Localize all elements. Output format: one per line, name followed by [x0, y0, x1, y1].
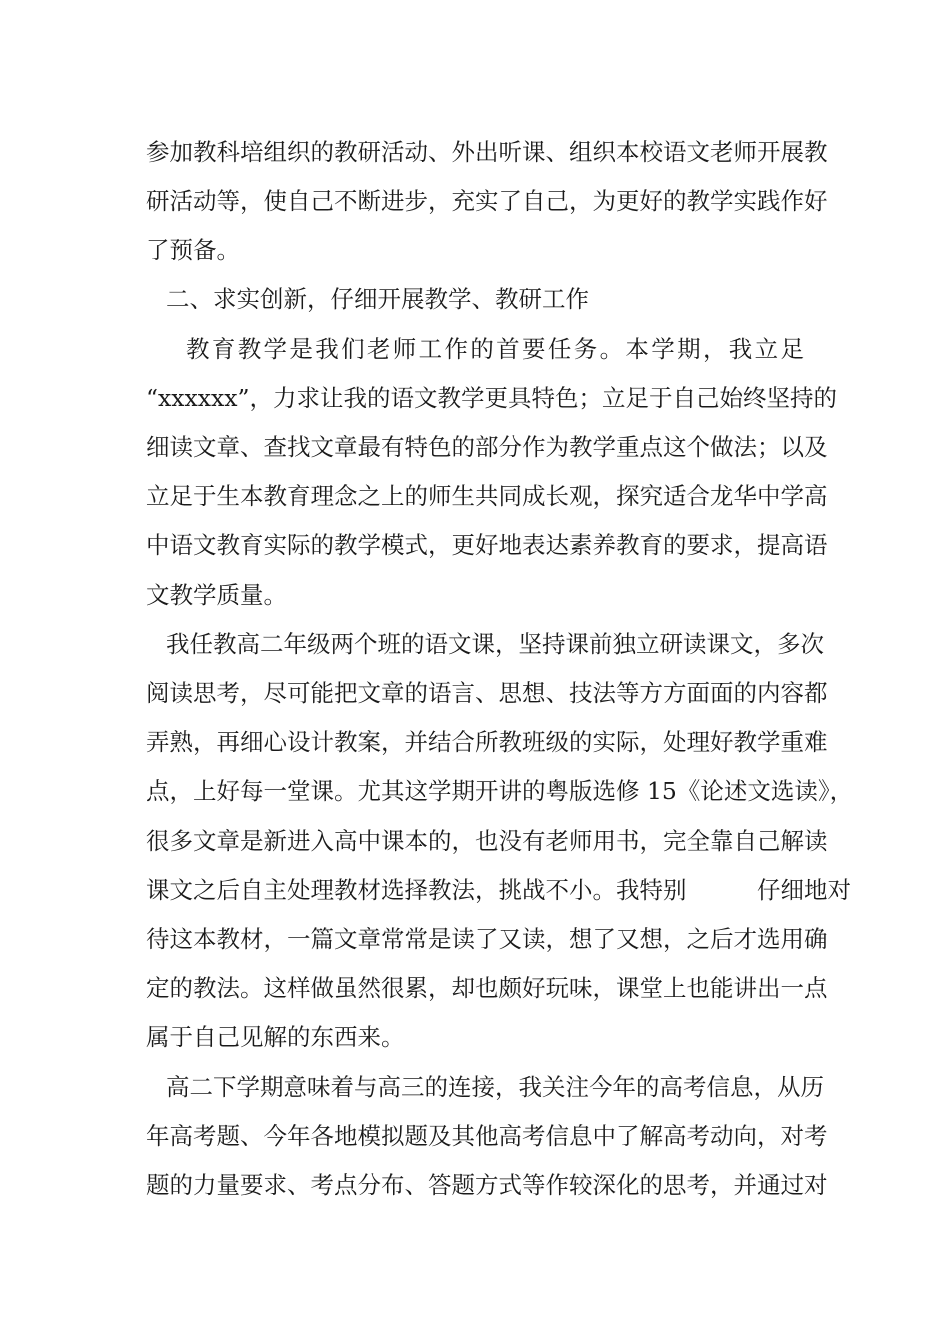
text-line: 很多文章是新进入高中课本的，也没有老师用书，完全靠自己解读	[146, 827, 828, 855]
text-line: 阅读思考，尽可能把文章的语言、思想、技法等方方面面的内容都	[146, 679, 828, 707]
text-line: 属于自己见解的东西来。	[146, 1023, 405, 1051]
section-heading: 二、求实创新，仔细开展教学、教研工作	[166, 285, 589, 313]
text-line: 细读文章、查找文章最有特色的部分作为教学重点这个做法；以及	[146, 433, 828, 461]
text-line: 中语文教育实际的教学模式，更好地表达素养教育的要求，提高语	[146, 531, 828, 559]
text-line: 立足于生本教育理念之上的师生共同成长观，探究适合龙华中学高	[146, 482, 828, 510]
text-line: 定的教法。这样做虽然很累，却也颇好玩味，课堂上也能讲出一点	[146, 974, 828, 1002]
text-line: 年高考题、今年各地模拟题及其他高考信息中了解高考动向，对考	[146, 1122, 828, 1150]
text-line: 课文之后自主处理教材选择教法，挑战不小。我特别 仔细地对	[146, 876, 851, 904]
text-line: 参加教科培组织的教研活动、外出听课、组织本校语文老师开展教	[146, 138, 828, 166]
text-line: 弄熟，再细心设计教案，并结合所教班级的实际，处理好教学重难	[146, 728, 828, 756]
text-line: 了预备。	[146, 236, 240, 264]
text-line: 题的力量要求、考点分布、答题方式等作较深化的思考，并通过对	[146, 1171, 828, 1199]
text-line: “xxxxxx”，力求让我的语文教学更具特色；立足于自己始终坚持的	[146, 384, 838, 412]
text-line: 教育教学是我们老师工作的首要任务。本学期，我立足	[186, 335, 804, 363]
text-line: 待这本教材，一篇文章常常是读了又读，想了又想，之后才选用确	[146, 925, 828, 953]
text-line: 文教学质量。	[146, 581, 287, 609]
text-line: 研活动等，使自己不断进步，充实了自己，为更好的教学实践作好	[146, 187, 828, 215]
text-line: 高二下学期意味着与高三的连接，我关注今年的高考信息，从历	[166, 1073, 824, 1101]
text-line: 我任教高二年级两个班的语文课，坚持课前独立研读课文，多次	[166, 630, 824, 658]
text-line: 点，上好每一堂课。尤其这学期开讲的粤版选修 15《论述文选读》，	[146, 777, 854, 805]
